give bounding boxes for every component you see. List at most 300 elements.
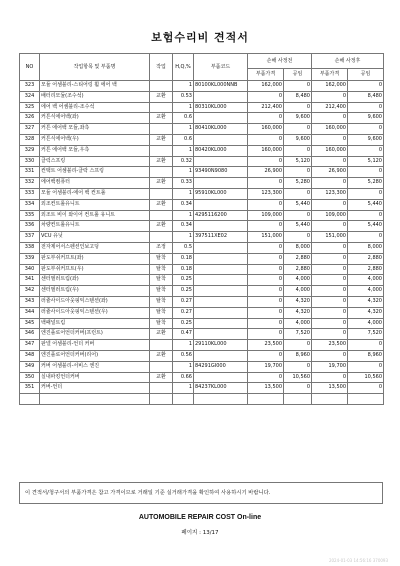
cell-before-price: 0 [248,113,284,124]
cell-hq [173,394,194,405]
cell-before-price: 0 [248,329,284,340]
cell-before-price: 0 [248,286,284,297]
cell-hq: 0.34 [173,199,194,210]
cell-hq: 0.25 [173,275,194,286]
cell-after-price: 0 [312,318,348,329]
cell-before-labor: 8,000 [284,242,312,253]
cell-item: 에어 백 어셈블리-조수석 [40,102,150,113]
cell-before-labor: 4,000 [284,275,312,286]
cell-before-price: 123,300 [248,188,284,199]
cell-no: 344 [20,307,40,318]
cell-item: 판도부쉬커프트(좌) [40,253,150,264]
cell-before-labor: 8,480 [284,91,312,102]
cell-item: 러쥴사이드아웃핑익스텐션(우) [40,307,150,318]
cell-no: 325 [20,102,40,113]
cell-item: 판도부쉬커프트(우) [40,264,150,275]
cell-code [194,113,248,124]
cell-item: 커버-언더 [40,383,150,394]
cell-after-labor: 0 [348,232,384,243]
cell-after-price: 13,500 [312,383,348,394]
table-row [20,178,384,189]
table-row [20,167,384,178]
table-row [20,232,384,243]
cell-work [150,81,173,92]
cell-code [194,156,248,167]
cell-work: 교환 [150,329,173,340]
table-row [20,372,384,383]
cell-before-labor: 7,520 [284,329,312,340]
cell-item: 컨택트 어셈블리-클락 스프링 [40,167,150,178]
cell-hq: 0.6 [173,134,194,145]
cell-no: 332 [20,178,40,189]
cell-work [150,102,173,113]
table-row [20,91,384,102]
header-before: 손해 사정전 [248,54,312,69]
cell-code: 84237KL000 [194,383,248,394]
cell-before-labor: 0 [284,167,312,178]
cell-no: 341 [20,275,40,286]
cell-work: 교환 [150,178,173,189]
cell-no: 328 [20,134,40,145]
cell-hq: 0.47 [173,329,194,340]
cell-before-price: 0 [248,253,284,264]
cell-after-labor: 4,000 [348,275,384,286]
cell-code [194,134,248,145]
cell-before-price [248,394,284,405]
cell-no: 330 [20,156,40,167]
cell-item: 러쥴사이드아웃핑익스텐션(좌) [40,296,150,307]
cell-code: 397511XE02 [194,232,248,243]
cell-work: 탈착 [150,296,173,307]
cell-before-price: 0 [248,307,284,318]
cell-after-price: 162,000 [312,81,348,92]
cell-after-price: 0 [312,91,348,102]
cell-code: 84291GI000 [194,361,248,372]
cell-before-labor: 0 [284,340,312,351]
cell-code: 29110KL000 [194,340,248,351]
cell-before-price: 0 [248,372,284,383]
cell-hq: 1 [173,383,194,394]
cell-code [194,91,248,102]
cell-after-labor: 0 [348,361,384,372]
cell-before-labor: 5,120 [284,156,312,167]
cell-work [150,210,173,221]
cell-after-labor: 0 [348,102,384,113]
cell-before-labor: 0 [284,210,312,221]
cell-no: 350 [20,372,40,383]
cell-work [150,145,173,156]
cell-hq: 0.25 [173,318,194,329]
cell-code: 80410KL000 [194,124,248,135]
cell-after-price: 0 [312,296,348,307]
cell-after-price: 109,000 [312,210,348,221]
cell-no: 351 [20,383,40,394]
cell-before-price: 13,500 [248,383,284,394]
cell-after-labor: 5,120 [348,156,384,167]
cell-item: 외조트 비이 와이어 컨트롤 유니트 [40,210,150,221]
cell-item: 커튼식에어백(좌) [40,113,150,124]
cell-work [150,188,173,199]
cell-no: 345 [20,318,40,329]
cell-after-price: 0 [312,178,348,189]
cell-work: 탈착 [150,307,173,318]
cell-work [150,340,173,351]
print-timestamp: 2024-01-03 14:56:16 370093 [328,558,388,563]
cell-work: 탈착 [150,253,173,264]
cell-item: 커튼식에어백(우) [40,134,150,145]
table-row [20,361,384,372]
cell-item: 차량컨트롤유니트 [40,221,150,232]
cell-hq: 0.25 [173,286,194,297]
cell-after-price: 19,700 [312,361,348,372]
cell-after-price: 0 [312,329,348,340]
page-number: 페이지 : 13/17 [181,530,219,536]
cell-hq: 0.18 [173,264,194,275]
cell-after-price: 0 [312,286,348,297]
cell-before-price: 0 [248,156,284,167]
cell-before-price: 162,000 [248,81,284,92]
cell-item: 커버 어셈블리-서비스 엔진 [40,361,150,372]
cell-hq: 0.56 [173,350,194,361]
cell-after-price: 0 [312,350,348,361]
cell-after-price: 23,500 [312,340,348,351]
cell-hq: 1 [173,124,194,135]
cell-no: 339 [20,253,40,264]
cell-code [194,307,248,318]
table-row [20,81,384,92]
cell-after-price [312,394,348,405]
cell-after-labor: 5,440 [348,221,384,232]
cell-after-labor: 0 [348,124,384,135]
table-row [20,156,384,167]
cell-before-labor: 4,320 [284,296,312,307]
cell-work: 교환 [150,134,173,145]
cell-hq: 0.6 [173,113,194,124]
cell-code [194,318,248,329]
table-row [20,296,384,307]
cell-before-price: 23,500 [248,340,284,351]
cell-after-price: 123,300 [312,188,348,199]
cell-after-price: 0 [312,307,348,318]
cell-before-price: 0 [248,242,284,253]
cell-hq: 0.33 [173,178,194,189]
table-row [20,275,384,286]
cell-code [194,286,248,297]
cell-no [20,394,40,405]
cell-item: 백패널트림 [40,318,150,329]
header-after-labor: 공임 [348,69,384,81]
cell-before-price: 0 [248,134,284,145]
cell-item: 실내파킹언더커버 [40,372,150,383]
cell-before-labor: 9,600 [284,113,312,124]
cell-item: 모듈 어셈블리-스티어링 휠 에어 백 [40,81,150,92]
table-row [20,340,384,351]
cell-before-price: 151,000 [248,232,284,243]
cell-code: 80310KL000 [194,102,248,113]
cell-after-labor: 4,320 [348,307,384,318]
cell-after-price: 0 [312,221,348,232]
cell-hq: 0.53 [173,91,194,102]
cell-work [150,232,173,243]
header-work: 작업 [150,54,173,81]
cell-before-price: 0 [248,264,284,275]
cell-before-price: 19,700 [248,361,284,372]
cell-no: 324 [20,91,40,102]
cell-before-price: 0 [248,91,284,102]
cell-no: 336 [20,221,40,232]
cell-item: 모듈 어셈블리-에어 백 컨트롤 [40,188,150,199]
table-row [20,383,384,394]
cell-hq: 0.32 [173,156,194,167]
cell-after-labor: 0 [348,188,384,199]
cell-after-price: 160,000 [312,145,348,156]
cell-code [194,242,248,253]
cell-no: 337 [20,232,40,243]
cell-no: 331 [20,167,40,178]
cell-work: 조정 [150,242,173,253]
cell-code: 93490N9080 [194,167,248,178]
cell-no: 335 [20,210,40,221]
cell-no: 334 [20,199,40,210]
cell-before-price: 0 [248,221,284,232]
table-row [20,253,384,264]
cell-code [194,329,248,340]
cell-before-price: 0 [248,296,284,307]
cell-work [150,167,173,178]
cell-item: 센터필러트림(좌) [40,275,150,286]
cell-hq: 0.34 [173,221,194,232]
cell-code: 4295116200 [194,210,248,221]
cell-after-price: 26,900 [312,167,348,178]
cell-work [150,361,173,372]
table-row [20,188,384,199]
cell-after-labor: 0 [348,167,384,178]
cell-item: 커튼 에어백 모듈,좌측 [40,124,150,135]
cell-work: 교환 [150,372,173,383]
cell-after-labor: 10,560 [348,372,384,383]
cell-before-labor: 2,880 [284,253,312,264]
cell-before-labor: 0 [284,383,312,394]
cell-before-labor: 0 [284,232,312,243]
cell-before-labor: 5,440 [284,221,312,232]
table-row [20,210,384,221]
cell-before-price: 109,000 [248,210,284,221]
cell-before-labor: 4,320 [284,307,312,318]
cell-after-price: 0 [312,264,348,275]
cell-after-labor: 8,000 [348,242,384,253]
cell-before-price: 160,000 [248,124,284,135]
cell-no: 338 [20,242,40,253]
table-row [20,113,384,124]
cell-item: 엔진플로어언더커버(리어) [40,350,150,361]
cell-item: 배터리모듈(조수석) [40,91,150,102]
cell-after-price: 160,000 [312,124,348,135]
cell-item: 센터필러트림(우) [40,286,150,297]
cell-no: 323 [20,81,40,92]
header-code: 부품코드 [194,54,248,81]
table-row [20,199,384,210]
document-title: 보험수리비 견적서 [151,31,249,44]
cell-work [150,394,173,405]
cell-no: 342 [20,286,40,297]
header-before-labor: 공임 [284,69,312,81]
cell-after-price: 0 [312,242,348,253]
cell-work: 탈착 [150,264,173,275]
cell-after-labor: 4,000 [348,318,384,329]
cell-before-labor: 4,000 [284,286,312,297]
cell-before-labor: 5,280 [284,178,312,189]
table-row [20,350,384,361]
cell-hq: 1 [173,232,194,243]
cell-hq: 0.27 [173,307,194,318]
cell-hq: 1 [173,145,194,156]
cell-work: 교환 [150,350,173,361]
cell-before-labor: 10,560 [284,372,312,383]
cell-item [40,394,150,405]
table-body [20,81,384,405]
cell-work [150,383,173,394]
cell-before-price: 0 [248,275,284,286]
cell-before-price: 0 [248,318,284,329]
table-row [20,307,384,318]
cell-no: 326 [20,113,40,124]
cell-after-labor: 4,320 [348,296,384,307]
table-row [20,329,384,340]
cell-hq: 1 [173,210,194,221]
cell-code: 80100KL000NNB [194,81,248,92]
header-item: 작업항목 및 부품명 [40,54,150,81]
cell-after-price: 0 [312,113,348,124]
cell-code [194,275,248,286]
cell-before-labor: 5,440 [284,199,312,210]
cell-after-labor [348,394,384,405]
cell-item: 외조컨트롤유니트 [40,199,150,210]
cell-before-labor: 4,000 [284,318,312,329]
cell-work: 교환 [150,91,173,102]
cell-item: 클럭스프링 [40,156,150,167]
cell-after-labor: 0 [348,145,384,156]
cell-item: 판넬 어셈블리-언더 커버 [40,340,150,351]
cell-after-labor: 8,480 [348,91,384,102]
cell-before-price: 0 [248,199,284,210]
header-before-price: 부품가격 [248,69,284,81]
cell-code [194,264,248,275]
cell-before-labor [284,394,312,405]
cell-before-labor: 0 [284,124,312,135]
cell-after-labor: 4,000 [348,286,384,297]
cell-code: 95910KL000 [194,188,248,199]
cell-code [194,199,248,210]
cell-work [150,124,173,135]
cell-hq: 0.27 [173,296,194,307]
cell-before-labor: 0 [284,188,312,199]
cell-hq: 1 [173,340,194,351]
cell-hq: 1 [173,167,194,178]
table-row [20,286,384,297]
cell-after-labor: 0 [348,81,384,92]
table-row [20,318,384,329]
cell-no: 327 [20,124,40,135]
cell-work: 탈착 [150,286,173,297]
table-row [20,264,384,275]
cell-code [194,394,248,405]
cell-no: 343 [20,296,40,307]
cell-code [194,296,248,307]
cell-after-price: 0 [312,253,348,264]
cell-work: 탈착 [150,275,173,286]
cell-after-labor: 5,440 [348,199,384,210]
cell-hq: 0.5 [173,242,194,253]
cell-after-labor: 5,280 [348,178,384,189]
cell-after-labor: 2,880 [348,253,384,264]
cell-before-price: 212,400 [248,102,284,113]
cell-no: 349 [20,361,40,372]
cell-after-price: 0 [312,199,348,210]
empty-row [20,394,384,405]
disclaimer-note: 이 견적서/청구서의 부품가격은 참고 가격이므로 거래일 기준 실거래가격을 확인하여 사용하시기 바랍니다. [19,482,383,504]
cell-code [194,221,248,232]
cell-work: 교환 [150,221,173,232]
cell-before-labor: 8,960 [284,350,312,361]
cell-after-labor: 9,600 [348,134,384,145]
cell-hq: 1 [173,188,194,199]
cell-hq: 0.66 [173,372,194,383]
cell-no: 347 [20,340,40,351]
cell-no: 333 [20,188,40,199]
cell-no: 348 [20,350,40,361]
cell-before-labor: 2,880 [284,264,312,275]
header-hq: H,Q,% [173,54,194,81]
cell-code [194,178,248,189]
table-header [20,54,384,81]
cell-hq: 1 [173,102,194,113]
cell-before-labor: 0 [284,81,312,92]
cell-work: 교환 [150,199,173,210]
cell-before-labor: 0 [284,361,312,372]
cell-code [194,253,248,264]
cell-code: 80420KL000 [194,145,248,156]
table-row [20,134,384,145]
cell-after-labor: 2,880 [348,264,384,275]
cell-before-price: 160,000 [248,145,284,156]
cell-before-price: 26,900 [248,167,284,178]
cell-item: 커튼 에어백 모듈,우측 [40,145,150,156]
cell-after-price: 0 [312,156,348,167]
cell-after-price: 0 [312,134,348,145]
cell-after-labor: 0 [348,340,384,351]
cell-before-labor: 0 [284,102,312,113]
cell-hq: 0.18 [173,253,194,264]
cell-after-price: 151,000 [312,232,348,243]
header-no: NO [20,54,40,81]
cell-hq: 1 [173,81,194,92]
cell-before-labor: 0 [284,145,312,156]
header-after-price: 부품가격 [312,69,348,81]
cell-after-labor: 0 [348,210,384,221]
cell-after-price: 212,400 [312,102,348,113]
cell-after-price: 0 [312,372,348,383]
cell-before-price: 0 [248,178,284,189]
cell-code [194,372,248,383]
cell-after-labor: 9,600 [348,113,384,124]
cell-no: 329 [20,145,40,156]
estimate-table [19,53,384,405]
cell-work: 교환 [150,156,173,167]
cell-before-labor: 9,600 [284,134,312,145]
table-row [20,124,384,135]
cell-work: 교환 [150,113,173,124]
cell-work: 탈착 [150,318,173,329]
